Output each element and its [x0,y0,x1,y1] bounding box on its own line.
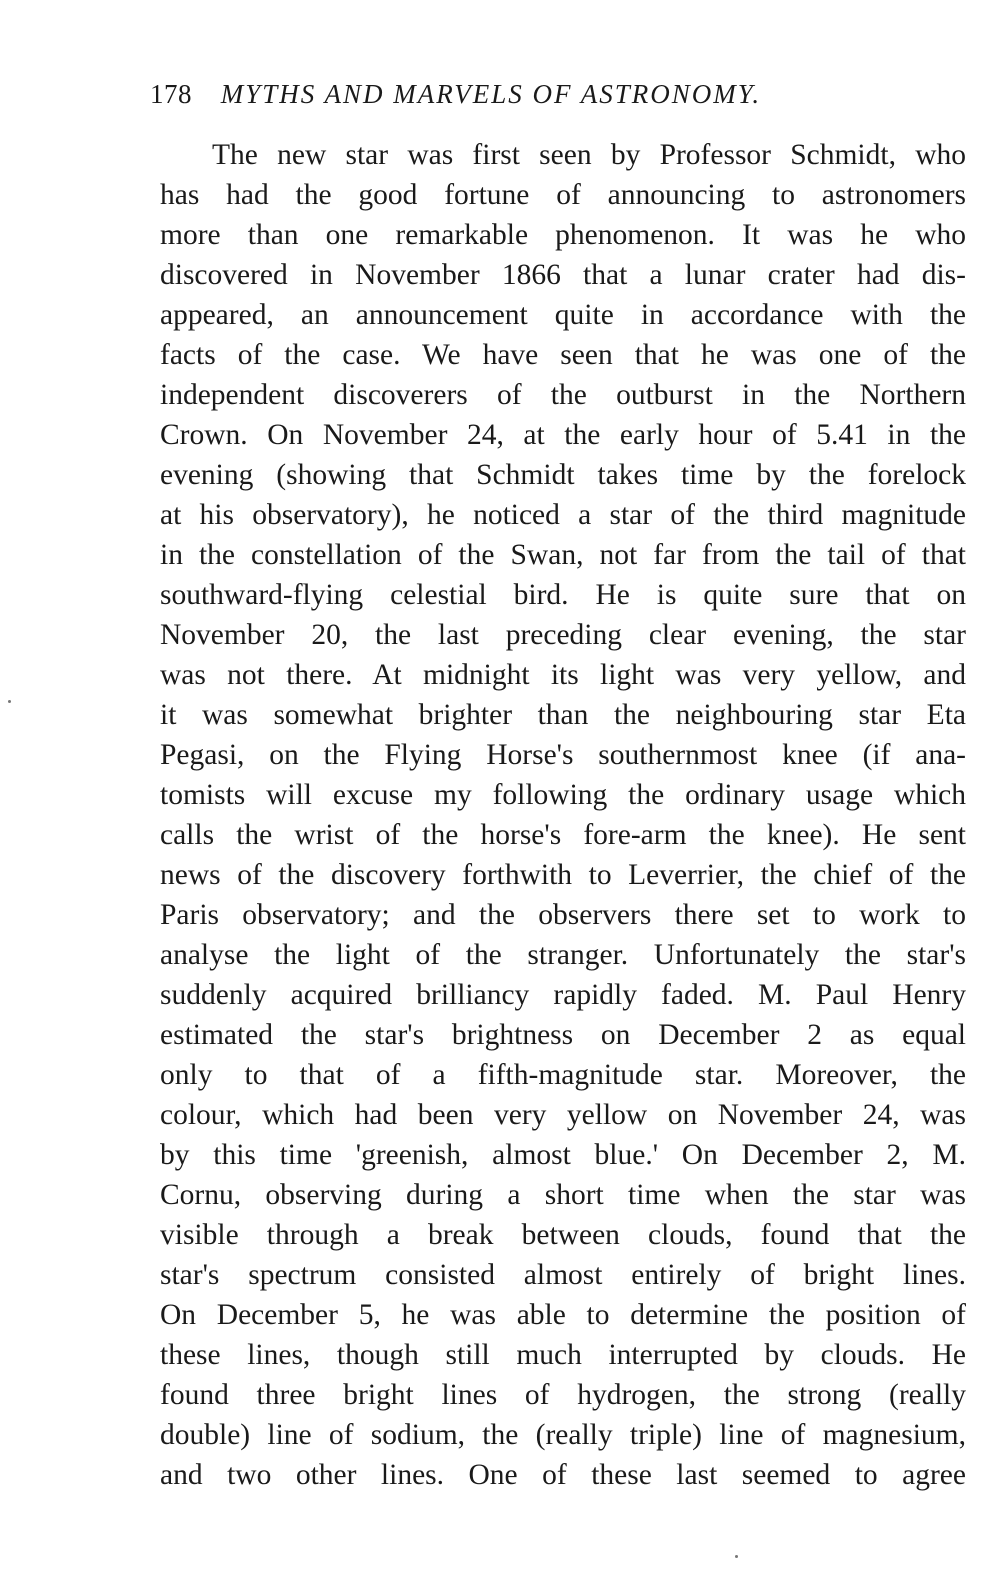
text-line: colour, which had been very yellow on November 24, was [160,1099,966,1131]
text-line: in the constellation of the Swan, not far from the tail of that [160,539,966,571]
text-line: news of the discovery forthwith to Leverrier, the chief of the [160,859,966,891]
text-line: Crown. On November 24, at the early hour of 5.41 in the [160,419,966,451]
text-line: Cornu, observing during a short time when the star was [160,1179,966,1211]
text-line: November 20, the last preceding clear evening, the star [160,619,966,651]
text-line: more than one remarkable phenomenon. It was he who [160,219,966,251]
text-line: appeared, an announcement quite in accordance with the [160,299,966,331]
text-line: and two other lines. One of these last seemed to agree [160,1459,966,1491]
text-line: at his observatory), he noticed a star of the third magnitude [160,499,966,531]
text-line: by this time 'greenish, almost blue.' On December 2, M. [160,1139,966,1171]
text-line: calls the wrist of the horse's fore-arm the knee). He sent [160,819,966,851]
text-line: these lines, though still much interrupted by clouds. He [160,1339,966,1371]
text-line: facts of the case. We have seen that he was one of the [160,339,966,371]
running-title: MYTHS AND MARVELS OF ASTRONOMY. [220,79,762,109]
text-line: it was somewhat brighter than the neighbouring star Eta [160,699,966,731]
text-line: visible through a break between clouds, found that the [160,1219,966,1251]
running-head [150,74,910,114]
text-line: was not there. At midnight its light was very yellow, and [160,659,966,691]
text-line: only to that of a fifth-magnitude star. Moreover, the [160,1059,966,1091]
text-line: star's spectrum consisted almost entirely of bright lines. [160,1259,966,1291]
text-line: southward-flying celestial bird. He is quite sure that on [160,579,966,611]
text-line: evening (showing that Schmidt takes time by the forelock [160,459,966,491]
text-line: estimated the star's brightness on December 2 as equal [160,1019,966,1051]
text-line: tomists will excuse my following the ordinary usage which [160,779,966,811]
text-line: independent discoverers of the outburst in the Northern [160,379,966,411]
text-line: Paris observatory; and the observers there set to work to [160,899,966,931]
scan-speck [8,700,11,703]
page-number: 178 [150,79,192,109]
text-line: The new star was first seen by Professor Schmidt, who [212,139,966,171]
text-line: double) line of sodium, the (really triple) line of magnesium, [160,1419,966,1451]
text-line: found three bright lines of hydrogen, the strong (really [160,1379,966,1411]
text-line: analyse the light of the stranger. Unfortunately the star's [160,939,966,971]
body-text [160,135,966,1495]
text-line: Pegasi, on the Flying Horse's southernmost knee (if ana- [160,739,966,771]
text-line: suddenly acquired brilliancy rapidly faded. M. Paul Henry [160,979,966,1011]
text-line: has had the good fortune of announcing to astronomers [160,179,966,211]
scan-speck [735,1555,738,1558]
text-line: On December 5, he was able to determine the position of [160,1299,966,1331]
text-line: discovered in November 1866 that a lunar crater had dis- [160,259,966,291]
